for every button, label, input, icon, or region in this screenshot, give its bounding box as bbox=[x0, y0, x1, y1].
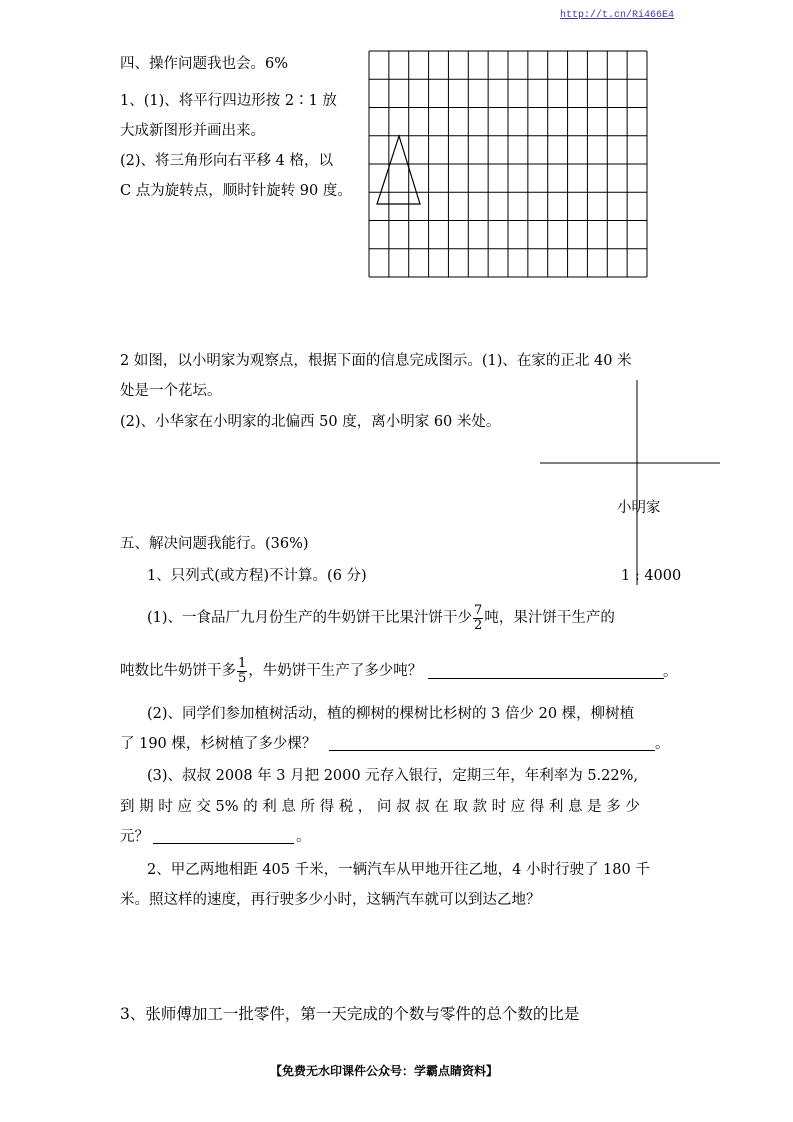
answer-blank-3[interactable] bbox=[153, 825, 294, 844]
q5-1c-line3: 元？ bbox=[120, 829, 149, 845]
answer-blank-1[interactable] bbox=[428, 660, 664, 679]
footer-note: 【免费无水印课件公众号：学霸点睛资料】 bbox=[270, 1064, 499, 1078]
q5-1c-line1: (3)、叔叔 2008 年 3 月把 2000 元存入银行，定期三年，年利率为 5.22%, bbox=[147, 768, 639, 784]
q5-2-line2: 米。照这样的速度，再行驶多少小时，这辆汽车就可以到达乙地？ bbox=[120, 892, 541, 908]
answer-blank-3-end: 。 bbox=[296, 829, 311, 845]
q5-1c-line2: 到 期 时 应 交 5% 的 利 息 所 得 税 ， 问 叔 叔 在 取 款 时 应 得 利 息 是 多 少 bbox=[120, 799, 640, 815]
answer-blank-1-end: 。 bbox=[663, 664, 678, 680]
q2-text-line1: 2 如图，以小明家为观察点，根据下面的信息完成图示。(1)、在家的正北 40 米 bbox=[120, 353, 632, 369]
section5-title: 五、解决问题我能行。(36%) bbox=[120, 536, 309, 552]
q5-1a-text-pre: (1)、一食品厂九月份生产的牛奶饼干比果汁饼干少 bbox=[147, 610, 473, 626]
fraction-denominator: 2 bbox=[474, 617, 483, 633]
header-link[interactable]: http://t.cn/Ri466E4 bbox=[560, 10, 675, 21]
fraction-seven-halves bbox=[473, 604, 483, 633]
scale-label: 1 : 4000 bbox=[621, 568, 682, 584]
q5-1a-line2 bbox=[120, 651, 422, 691]
q5-1a2-text-post: ，牛奶饼干生产了多少吨？ bbox=[248, 663, 423, 679]
fraction-numerator: 1 bbox=[238, 655, 247, 671]
q5-1a-text-post: 吨，果汁饼干生产的 bbox=[484, 610, 615, 626]
triangle-shape bbox=[377, 136, 420, 204]
q2-text-line3: (2)、小华家在小明家的北偏西 50 度，离小明家 60 米处。 bbox=[120, 414, 501, 430]
q1-text-line1: 1、(1)、将平行四边形按 2∶1 放 bbox=[120, 93, 337, 109]
q5-1b-line1: (2)、同学们参加植树活动，植的柳树的棵树比杉树的 3 倍少 20 棵，柳树植 bbox=[147, 706, 635, 722]
drawing-grid bbox=[368, 50, 648, 278]
q5-1-intro: 1、只列式(或方程)不计算。(6 分) bbox=[147, 568, 367, 584]
answer-blank-2-end: 。 bbox=[655, 736, 670, 752]
section4-title: 四、操作问题我也会。6% bbox=[120, 56, 289, 72]
q5-1a-line1 bbox=[147, 598, 615, 638]
q1-text-line3: (2)、将三角形向右平移 4 格，以 bbox=[120, 153, 333, 169]
q5-1b-line2: 了 190 棵，杉树植了多少棵？ bbox=[120, 736, 317, 752]
answer-blank-2[interactable] bbox=[329, 732, 655, 751]
fraction-one-fifth bbox=[237, 657, 247, 686]
fraction-denominator: 5 bbox=[238, 670, 247, 686]
q5-3-line1: 3、张师傅加工一批零件，第一天完成的个数与零件的总个数的比是 bbox=[120, 1005, 580, 1023]
direction-cross bbox=[538, 380, 723, 590]
q5-2-line1: 2、甲乙两地相距 405 千米，一辆汽车从甲地开往乙地，4 小时行驶了 180 千 bbox=[147, 862, 650, 878]
q2-text-line2: 处是一个花坛。 bbox=[120, 383, 222, 399]
fraction-numerator: 7 bbox=[474, 602, 483, 618]
home-label: 小明家 bbox=[617, 500, 661, 516]
q5-1a2-text-pre: 吨数比牛奶饼干多 bbox=[120, 663, 236, 679]
q1-text-line2: 大成新图形并画出来。 bbox=[120, 123, 265, 139]
q1-text-line4: C 点为旋转点，顺时针旋转 90 度。 bbox=[120, 183, 352, 199]
